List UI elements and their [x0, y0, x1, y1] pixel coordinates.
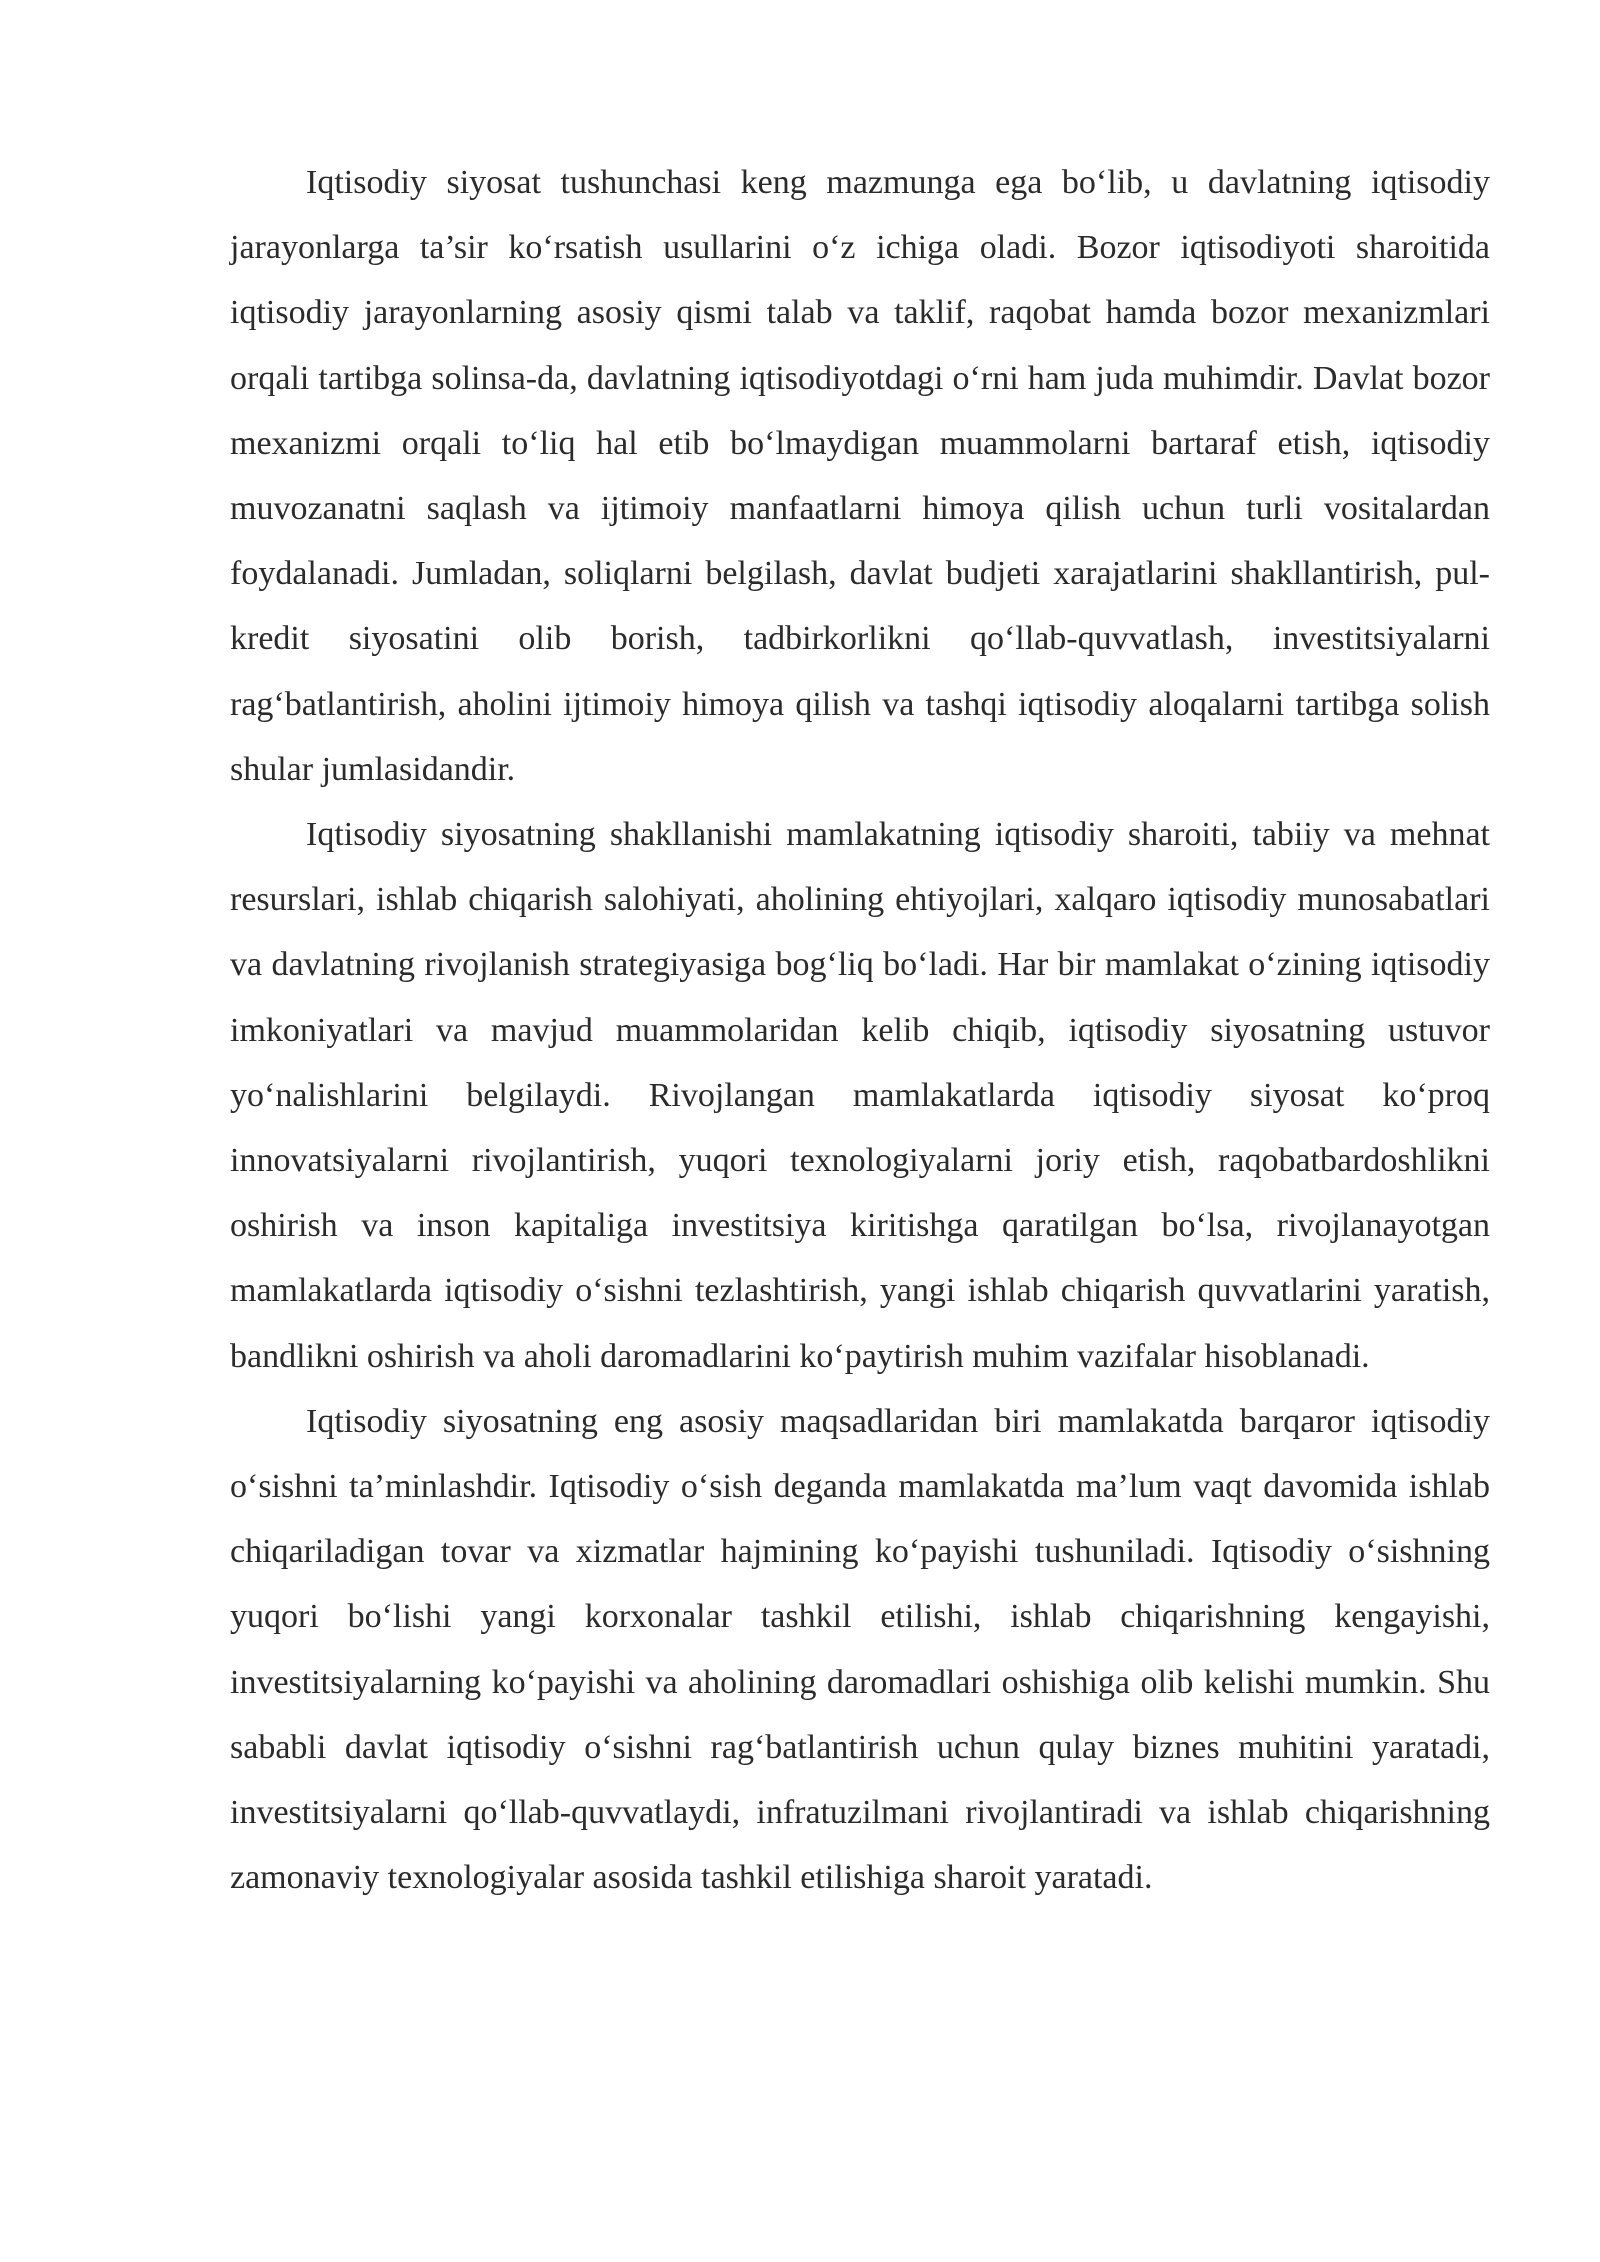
paragraph-3: Iqtisodiy siyosatning eng asosiy maqsadlaridan biri mamlakatda barqaror iqtisodiy o‘sishni ta’minlashdir. Iqtisodiy o‘sish deganda mamlakatda ma’lum vaqt davomida ishlab chiqariladigan tovar va xizmatlar hajmining ko‘payishi tushuniladi. Iqtisodiy o‘sishning yuqori bo‘lishi yangi korxonalar tashkil etilishi, ishlab chiqarishning kengayishi, investitsiyalarning ko‘payishi va aholining daromadlari oshishiga olib kelishi mumkin. Shu sababli davlat iqtisodiy o‘sishni rag‘batlantirish uchun qulay biznes muhitini yaratadi, investitsiyalarni qo‘llab-quvvatlaydi, infratuzilmani rivojlantiradi va ishlab chiqarishning zamonaviy texnologiyalar asosida tashkil etilishiga sharoit yaratadi. — [230, 1402, 1490, 1897]
paragraph-2: Iqtisodiy siyosatning shakllanishi mamlakatning iqtisodiy sharoiti, tabiiy va mehnat resurslari, ishlab chiqarish salohiyati, aholining ehtiyojlari, xalqaro iqtisodiy munosabatlari va davlatning rivojlanish strategiyasiga bog‘liq bo‘ladi. Har bir mamlakat o‘zining iqtisodiy imkoniyatlari va mavjud muammolaridan kelib chiqib, iqtisodiy siyosatning ustuvor yo‘nalishlarini belgilaydi. Rivojlangan mamlakatlarda iqtisodiy siyosat ko‘proq innovatsiyalarni rivojlantirish, yuqori texnologiyalarni joriy etish, raqobatbardoshlikni oshirish va inson kapitaliga investitsiya kiritishga qaratilgan bo‘lsa, rivojlanayotgan mamlakatlarda iqtisodiy o‘sishni tezlashtirish, yangi ishlab chiqarish quvvatlarini yaratish, bandlikni oshirish va aholi daromadlarini ko‘paytirish muhim vazifalar hisoblanadi. — [230, 816, 1490, 1375]
paragraph-1: Iqtisodiy siyosat tushunchasi keng mazmunga ega bo‘lib, u davlatning iqtisodiy jarayonlarga ta’sir ko‘rsatish usullarini o‘z ichiga oladi. Bozor iqtisodiyoti sharoitida iqtisodiy jarayonlarning asosiy qismi talab va taklif, raqobat hamda bozor mexanizmlari orqali tartibga solinsa-da, davlatning iqtisodiyotdagi o‘rni ham juda muhimdir. Davlat bozor mexanizmi orqali to‘liq hal etib bo‘lmaydigan muammolarni bartaraf etish, iqtisodiy muvozanatni saqlash va ijtimoiy manfaatlarni himoya qilish uchun turli vositalardan foydalanadi. Jumladan, soliqlarni belgilash, davlat budjeti xarajatlarini shakllantirish, pul-kredit siyosatini olib borish, tadbirkorlikni qo‘llab-quvvatlash, investitsiyalarni rag‘batlantirish, aholini ijtimoiy himoya qilish va tashqi iqtisodiy aloqalarni tartibga solish shular jumlasidandir. — [230, 164, 1490, 788]
document-body — [230, 150, 1490, 1910]
